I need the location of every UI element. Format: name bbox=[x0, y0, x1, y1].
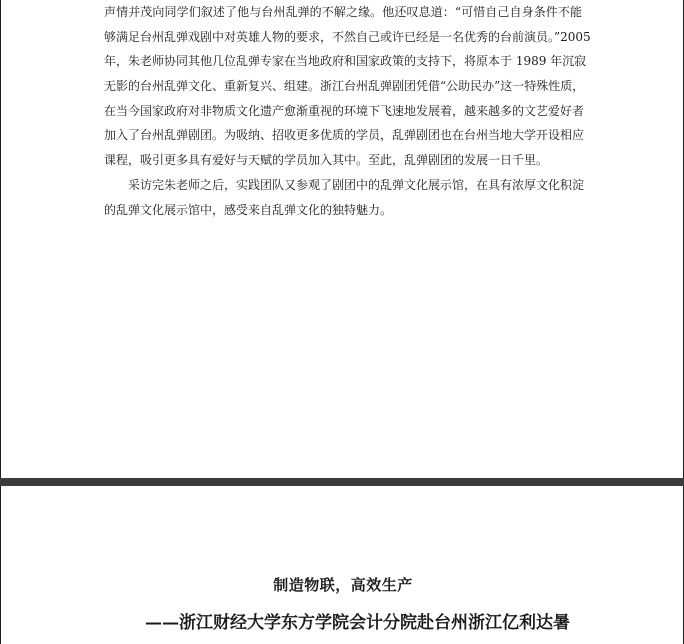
text-line: 声情并茂向同学们叙述了他与台州乱弹的不解之缘。他还叹息道：“可惜自己自身条件不能 bbox=[104, 5, 582, 19]
body-text bbox=[104, 0, 591, 222]
text-line: 在当今国家政府对非物质文化遗产愈渐重视的环境下飞速地发展着，越来越多的文艺爱好者 bbox=[104, 103, 585, 118]
text-line: 采访完朱老师之后，实践团队又参观了剧团中的乱弹文化展示馆，在具有浓厚文化积淀 bbox=[128, 177, 585, 192]
section-subtitle: ——浙江财经大学东方学院会计分院赴台州浙江亿利达暑 bbox=[145, 613, 570, 633]
text-line: 够满足台州乱弹戏剧中对英雄人物的要求，不然自己或许已经是一名优秀的台前演员。”2005 bbox=[104, 29, 591, 44]
paragraph-1 bbox=[104, 0, 591, 173]
text-line: 年，朱老师协同其他几位乱弹专家在当地政府和国家政策的支持下，将原本于 1989 年沉寂 bbox=[104, 54, 587, 69]
paragraph-2 bbox=[104, 173, 585, 222]
document-page-2 bbox=[0, 486, 684, 644]
text-line: 的乱弹文化展示馆中，感受来自乱弹文化的独特魅力。 bbox=[104, 202, 393, 217]
text-line: 加入了台州乱弹剧团。为吸纳、招收更多优质的学员，乱弹剧团也在台州当地大学开设相应 bbox=[104, 128, 585, 143]
text-line: 课程，吸引更多具有爱好与天赋的学员加入其中。至此，乱弹剧团的发展一日千里。 bbox=[104, 153, 549, 168]
text-line: 无影的台州乱弹文化、重新复兴、组建。浙江台州乱弹剧团凭借“公助民办”这一特殊性质， bbox=[104, 79, 585, 94]
page-separator bbox=[0, 478, 684, 486]
section-title: 制造物联，高效生产 bbox=[273, 576, 413, 594]
